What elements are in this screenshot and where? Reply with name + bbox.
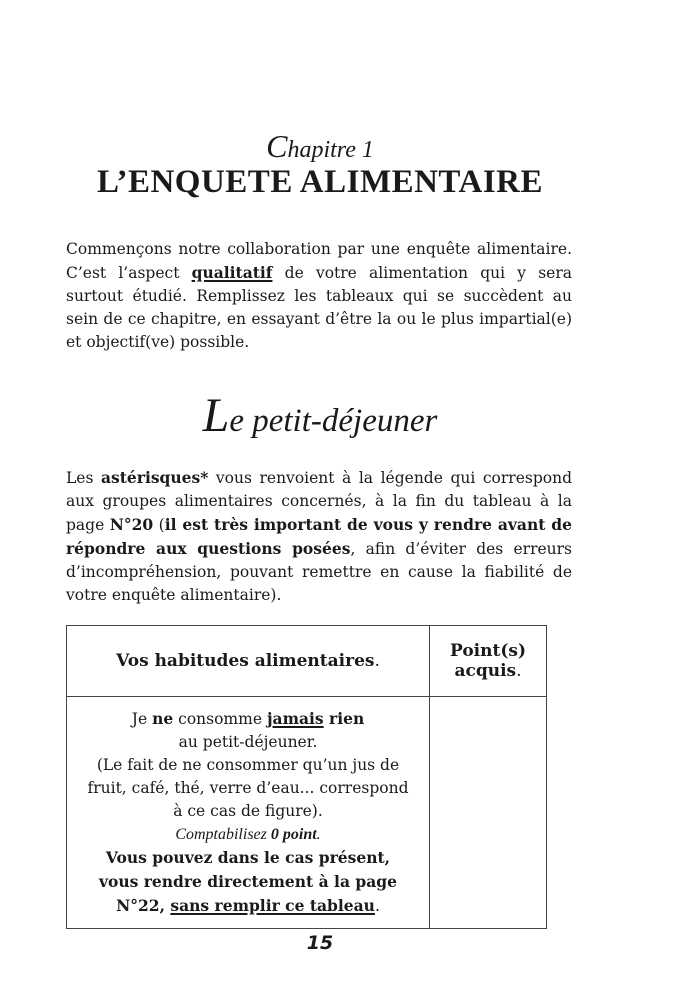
table-header-row [67, 626, 547, 697]
text: au petit-déjeuner. [178, 733, 318, 751]
emphasis: rien [323, 709, 365, 728]
text: Je [131, 710, 153, 728]
instruction: Vous pouvez dans le cas présent, vous rendre directement à la page N°22, [99, 848, 397, 915]
emphasis: jamais [266, 709, 324, 728]
emphasis: ne [152, 709, 174, 728]
section-initial: L [202, 389, 230, 442]
section-label: e petit-déjeuner [229, 403, 438, 439]
chapter-title: L’ENQUETE ALIMENTAIRE [96, 164, 544, 200]
table-row [67, 697, 547, 929]
header-text: acquis [454, 661, 517, 681]
text: Commençons notre collaboration par une enquête alimentaire. C’est l’aspect [66, 240, 572, 282]
section-title [0, 388, 640, 443]
text: de votre alimentation qui y sera surtout étudié. Remplissez les tableaux qui se succèdent au sein de ce chapitre, en essayant d’être la ou le plus impartial(e) et objectif(ve) possible. [66, 264, 572, 351]
intro-paragraph [66, 238, 572, 354]
habits-table [66, 625, 547, 929]
chapter-label: hapitre 1 [287, 137, 374, 163]
header-habits [67, 626, 430, 697]
header-text: Point(s) [450, 641, 526, 661]
emphasis: 0 point [270, 826, 317, 843]
chapter-number [0, 128, 640, 165]
emphasis: astérisques* [100, 468, 209, 487]
chapter-initial: C [266, 128, 288, 164]
instruction-emphasis: sans remplir ce tableau [170, 896, 375, 915]
dot: . [374, 897, 380, 915]
dot: . [374, 651, 380, 671]
dot: . [516, 661, 522, 681]
points-cell[interactable] [430, 697, 547, 929]
text: consomme [173, 710, 267, 728]
header-text: Vos habitudes alimentaires [116, 651, 375, 671]
text: Comptabilisez [175, 826, 271, 843]
header-points [430, 626, 547, 697]
text: vous renvoient à la légende qui correspond aux groupes alimentaires concernés, à la fin du tableau à la page [66, 469, 572, 534]
legend-paragraph [66, 466, 572, 607]
emphasis: il est très important de vous y rendre avant de répondre aux questions posées [66, 515, 573, 558]
text: ( [153, 516, 165, 534]
text: (Le fait de ne consommer qu’un jus de fruit, café, thé, verre d’eau... correspond à ce cas de figure). [87, 756, 409, 820]
emphasis: qualitatif [191, 263, 273, 282]
text: Les [66, 469, 101, 487]
habit-cell: Je ne consomme jamais rien au petit-déjeuner. (Le fait de ne consommer qu’un jus de fruit, café, thé, verre d’eau... correspond à ce cas de figure). Comptabilisez 0 point. Vous pouvez dans le cas présent, vous rendre directement à la page N°22, sans remplir ce tableau. [67, 697, 430, 929]
page-number: 15 [306, 932, 334, 954]
emphasis: N°20 [109, 515, 154, 534]
text: , afin d’éviter des erreurs d’incompréhension, pouvant remettre en cause la fiabilité de votre enquête alimentaire). [66, 540, 572, 604]
